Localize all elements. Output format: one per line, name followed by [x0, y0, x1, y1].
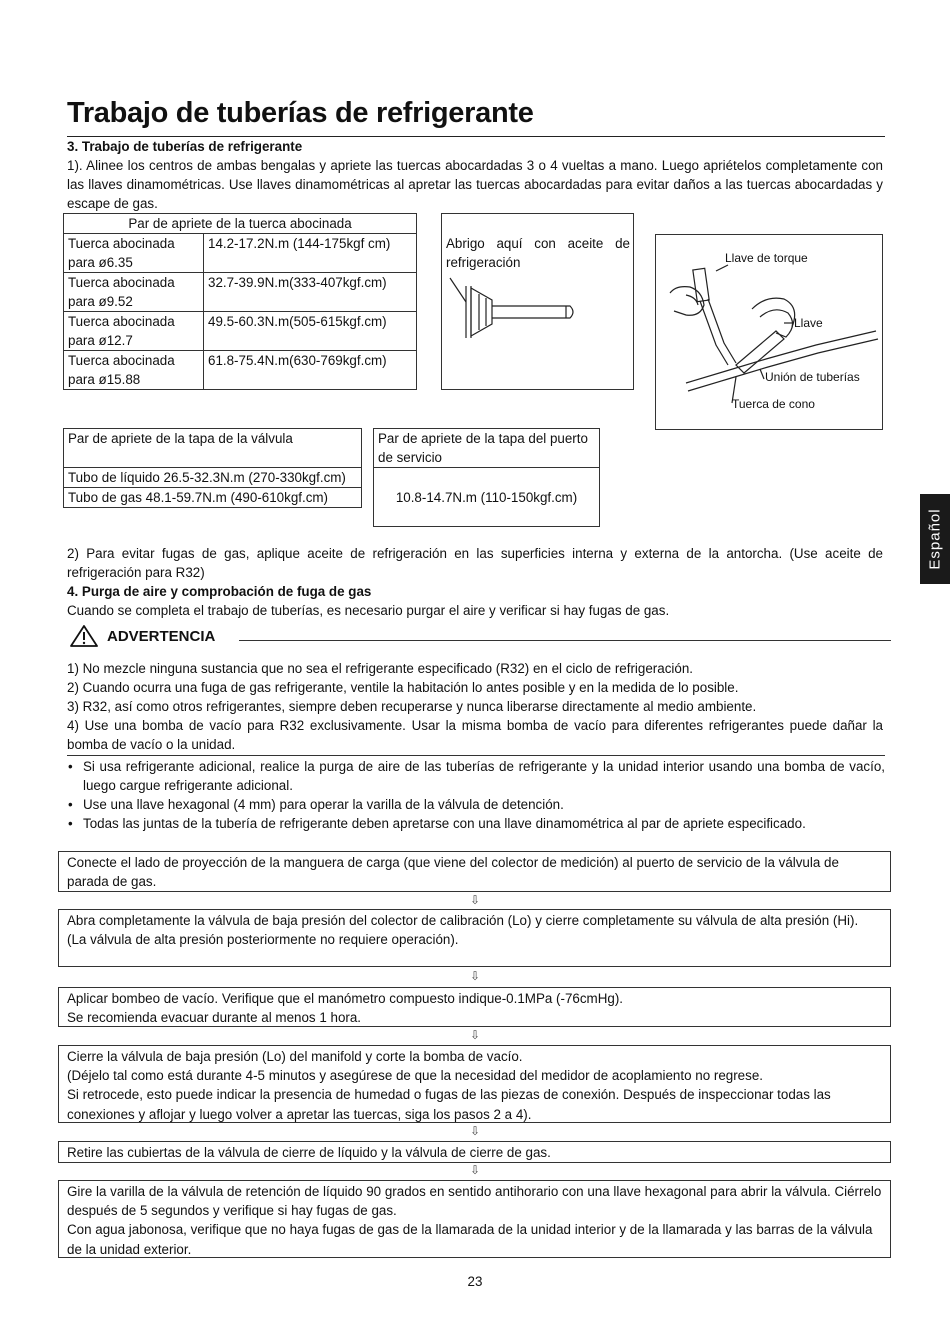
warning-end-rule: [67, 755, 885, 756]
procedure-step-5: Retire las cubiertas de la válvula de cierre de líquido y la válvula de cierre de gas.: [58, 1141, 891, 1163]
warning-item: 1) No mezcle ninguna sustancia que no sea el refrigerante especificado (R32) en el ciclo de refrigeración.: [67, 661, 693, 676]
page-number: 23: [467, 1274, 483, 1289]
section-4-heading: 4. Purga de aire y comprobación de fuga de gas: [67, 584, 372, 599]
oil-note-box: [441, 213, 634, 390]
wrench-diagram: [655, 234, 883, 430]
torque-row-nut: Tuerca abocinada para ø6.35: [64, 234, 204, 273]
notes-bullet-list: [67, 757, 885, 833]
warning-item: 3) R32, así como otros refrigerantes, siempre deben recuperarse y nunca liberarse directamente al medio ambiente.: [67, 699, 757, 714]
torque-row-value: 61.8-75.4N.m(630-769kgf.cm): [204, 351, 417, 390]
language-tab: Español: [920, 494, 950, 584]
procedure-step-3: Aplicar bombeo de vacío. Verifique que el manómetro compuesto indique-0.1MPa (-76cmHg). Se recomienda evacuar durante al menos 1 hora.: [58, 987, 891, 1027]
torque-row-nut: Tuerca abocinada para ø9.52: [64, 273, 204, 312]
flare-fitting-illustration: [442, 272, 633, 362]
flare-nut-torque-table: [63, 213, 417, 390]
step-arrow-icon: ⇩: [469, 1124, 481, 1138]
step-arrow-icon: ⇩: [469, 1163, 481, 1177]
label-wrench: Llave: [794, 316, 823, 330]
oil-note-text: Abrigo aquí con aceite de refrigeración: [446, 236, 630, 270]
valve-cap-torque-table: [63, 428, 362, 508]
bullet-item: • Todas las juntas de la tubería de refrigerante deben apretarse con una llave dinamométrica al par de apriete especificado.: [67, 814, 885, 833]
torque-row-nut: Tuerca abocinada para ø15.88: [64, 351, 204, 390]
warning-item: 4) Use una bomba de vacío para R32 exclusivamente. Usar la misma bomba de vacío para diferentes refrigerantes puede dañar la bomba de vacío o la unidad.: [67, 718, 883, 752]
section-3-paragraph: 1). Alinee los centros de ambas bengalas y apriete las tuercas abocardadas 3 o 4 vueltas a mano. Luego apriételos completamente con las llaves dinamométricas. Use llaves dinamométricas al apretar las tuercas abocardadas para evitar daños a las tuercas abocardadas y escape de gas.: [67, 158, 883, 211]
section-3-heading: 3. Trabajo de tuberías de refrigerante: [67, 139, 303, 154]
torque-row-value: 49.5-60.3N.m(505-615kgf.cm): [204, 312, 417, 351]
torque-row-value: 14.2-17.2N.m (144-175kgf cm): [204, 234, 417, 273]
step-arrow-icon: ⇩: [469, 969, 481, 983]
label-pipe-union: Unión de tuberías: [765, 370, 860, 384]
procedure-step-2: Abra completamente la válvula de baja presión del colector de calibración (Lo) y cierre completamente su válvula de alta presión (Hi). (La válvula de alta presión posteriormente no requiere operación).: [58, 909, 891, 967]
label-torque-wrench: Llave de torque: [725, 251, 808, 265]
paragraph-2: 2) Para evitar fugas de gas, aplique aceite de refrigeración en las superficies interna y externa de la antorcha. (Use aceite de refrigeración para R32): [67, 546, 883, 580]
bullet-item: • Si usa refrigerante adicional, realice la purga de aire de las tuberías de refrigerante y la unidad interior usando una bomba de vacío, luego cargue refrigerante adicional.: [67, 757, 885, 795]
section-4-intro: Cuando se completa el trabajo de tuberías, es necesario purgar el aire y verificar si hay fugas de gas.: [67, 603, 670, 618]
procedure-step-6: Gire la varilla de la válvula de retención de líquido 90 grados en sentido antihorario con una llave hexagonal para abrir la válvula. Ciérrelo después de 5 segundos y verifique si hay fugas de gas. Con agua jabonosa, verifique que no haya fugas de gas de la llamarada de la unidad interior y de la llamarada y las barras de la válvula de la unidad exterior.: [58, 1180, 891, 1258]
valve-cap-header: Par de apriete de la tapa de la válvula: [64, 429, 362, 468]
procedure-step-1: Conecte el lado de proyección de la manguera de carga (que viene del colector de medición) al puerto de servicio de la válvula de parada de gas.: [58, 851, 891, 892]
warning-triangle-icon: [69, 624, 99, 648]
step-arrow-icon: ⇩: [469, 893, 481, 907]
warning-header: [67, 624, 891, 650]
warning-rule: [239, 640, 891, 641]
procedure-step-4: Cierre la válvula de baja presión (Lo) del manifold y corte la bomba de vacío. (Déjelo tal como está durante 4-5 minutos y asegúrese de que la necesidad del medidor de acoplamiento no regrese. Si retrocede, esto puede indicar la presencia de humedad o fugas de las piezas de conexión. Después de inspeccionar todas las conexiones y aflojar y luego volver a apretar las tuercas, siga los pasos 2 a 4).: [58, 1045, 891, 1123]
warning-list: [67, 659, 883, 754]
service-port-torque-table: [373, 428, 600, 527]
torque-row-nut: Tuerca abocinada para ø12.7: [64, 312, 204, 351]
warning-item: 2) Cuando ocurra una fuga de gas refrigerante, ventile la habitación lo antes posible y en la medida de lo posible.: [67, 680, 739, 695]
torque-table-header: Par de apriete de la tuerca abocinada: [64, 214, 417, 234]
service-port-value: 10.8-14.7N.m (110-150kgf.cm): [374, 468, 600, 527]
torque-row-value: 32.7-39.9N.m(333-407kgf.cm): [204, 273, 417, 312]
bullet-item: • Use una llave hexagonal (4 mm) para operar la varilla de la válvula de detención.: [67, 795, 885, 814]
valve-cap-gas: Tubo de gas 48.1-59.7N.m (490-610kgf.cm): [64, 488, 362, 508]
valve-cap-liquid: Tubo de líquido 26.5-32.3N.m (270-330kgf.cm): [64, 468, 362, 488]
page-title: Trabajo de tuberías de refrigerante: [67, 97, 534, 129]
label-flare-nut: Tuerca de cono: [732, 397, 815, 411]
step-arrow-icon: ⇩: [469, 1028, 481, 1042]
warning-label: ADVERTENCIA: [107, 628, 216, 645]
service-port-header: Par de apriete de la tapa del puerto de servicio: [374, 429, 600, 468]
